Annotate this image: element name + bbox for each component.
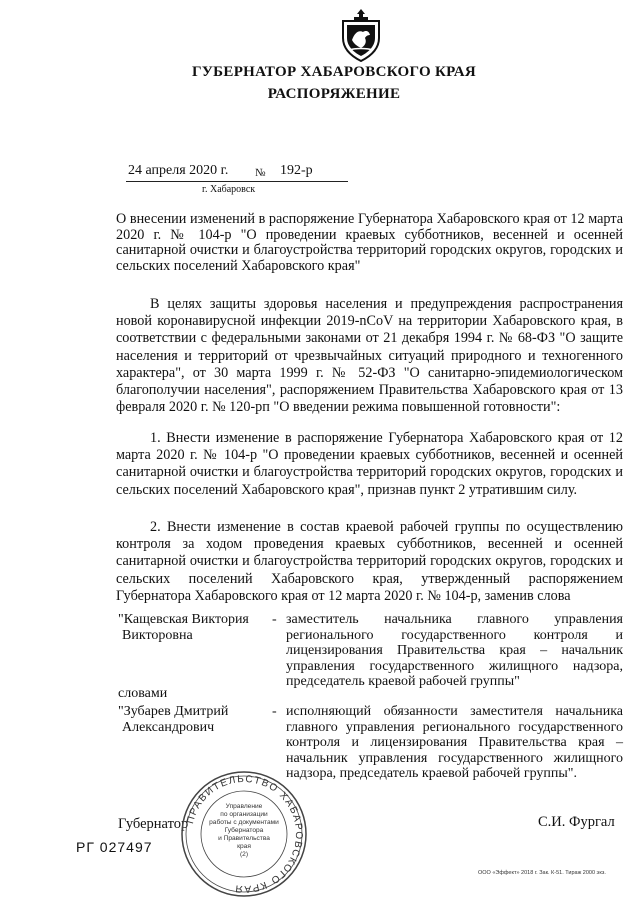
new-member-name-line1: "Зубарев Дмитрий [118, 704, 229, 719]
preamble-text: В целях защиты здоровья населения и предупреждения распространения новой коронавирусной инфекции 2019-nCoV на территории Хабаровского края, в соответствии с федеральными законами от 21 декабря 1994 г. № 68-ФЗ "О защите населения и территорий от чрезвычайных ситуаций природного и техногенного характера", от 30 марта 1999 г. № 52-ФЗ "О санитарно-эпидемиологическом благополучии населения", распоряжением Правительства Хабаровского края от 13 февраля 2020 г. № 120-рп "О введении режима повышенной готовности": [116, 296, 623, 416]
number-label: № [255, 167, 266, 179]
new-member-description: исполняющий обязанности заместителя начальника главного управления регионального государственного контроля и лицензирования Правительства края – начальник управления государственного жилищного надзора, председатель краевой рабочей группы". [286, 704, 623, 781]
stamp-line-2: по организации [220, 811, 268, 818]
stamp-line-5: и Правительства [218, 835, 270, 842]
item-1-text: 1. Внести изменение в распоряжение Губернатора Хабаровского края от 12 марта 2020 г. № 104-р "О проведении краевых субботников, весенней и осенней санитарной очистки и благоустройства территорий городских округов, городских и сельских поселений Хабаровского края", признав пункт 2 утратившим силу. [116, 430, 623, 498]
new-member-dash: - [272, 704, 277, 719]
document-date: 24 апреля 2020 г. [128, 163, 229, 178]
stamp-line-4: Губернатора [224, 827, 264, 834]
stamp-line-1: Управление [225, 803, 263, 810]
document-number: 192-р [280, 163, 313, 178]
print-info: ООО «Эффект» 2018 г. Зак. К-51. Тираж 2000 экз. [478, 870, 606, 876]
old-member-description: заместитель начальника главного управления регионального государственного контроля и лицензирования Правительства края – начальник управления государственного жилищного надзора, председатель краевой рабочей группы" [286, 612, 623, 689]
preamble-paragraph [116, 296, 623, 416]
item-2-paragraph [116, 519, 623, 605]
stamp-line-3: работы с документами [209, 819, 279, 826]
words-label: словами [118, 686, 168, 701]
signer-role: Губернатор [118, 816, 189, 832]
stamp-line-7: (2) [239, 851, 249, 858]
old-member-name-line2: Викторовна [122, 627, 193, 643]
old-member-name-line1: "Кащевская Виктория [118, 612, 249, 627]
document-subject: О внесении изменений в распоряжение Губернатора Хабаровского края от 12 марта 2020 г. № 104-р "О проведении краевых субботников, весенней и осенней санитарной очистки и благоустройства территорий городских округов, городских и сельских поселений Хабаровского края" [116, 211, 623, 274]
item-1-paragraph [116, 430, 623, 499]
new-member-name-line2: Александрович [122, 719, 215, 735]
stamp-line-6: края [237, 843, 251, 850]
issuer-title: ГУБЕРНАТОР ХАБАРОВСКОГО КРАЯ [192, 64, 476, 80]
official-stamp [180, 770, 308, 898]
svg-text:ПРАВИТЕЛЬСТВО ХАБАРОВСКОГО КРА [185, 774, 304, 894]
new-member-name [118, 704, 228, 735]
coat-of-arms-emblem [339, 8, 383, 62]
old-member-dash: - [272, 612, 277, 627]
old-member-name [118, 612, 249, 643]
stamp-ring-text: ПРАВИТЕЛЬСТВО ХАБАРОВСКОГО КРАЯ [185, 773, 305, 895]
item-2-text: 2. Внести изменение в состав краевой рабочей группы по осуществлению контроля за ходом проведения краевых субботников, весенней и осенней санитарной очистки и благоустройства территорий городских округов, городских и сельских поселений Хабаровского края, утвержденный распоряжением Губернатора Хабаровского края от 12 марта 2020 г. № 104-р, заменив слова [116, 519, 623, 604]
date-underline [126, 181, 348, 182]
document-type: РАСПОРЯЖЕНИЕ [267, 86, 401, 102]
registry-number: РГ 027497 [76, 839, 153, 855]
document-city: г. Хабаровск [202, 184, 256, 195]
signer-name: С.И. Фургал [538, 814, 615, 830]
